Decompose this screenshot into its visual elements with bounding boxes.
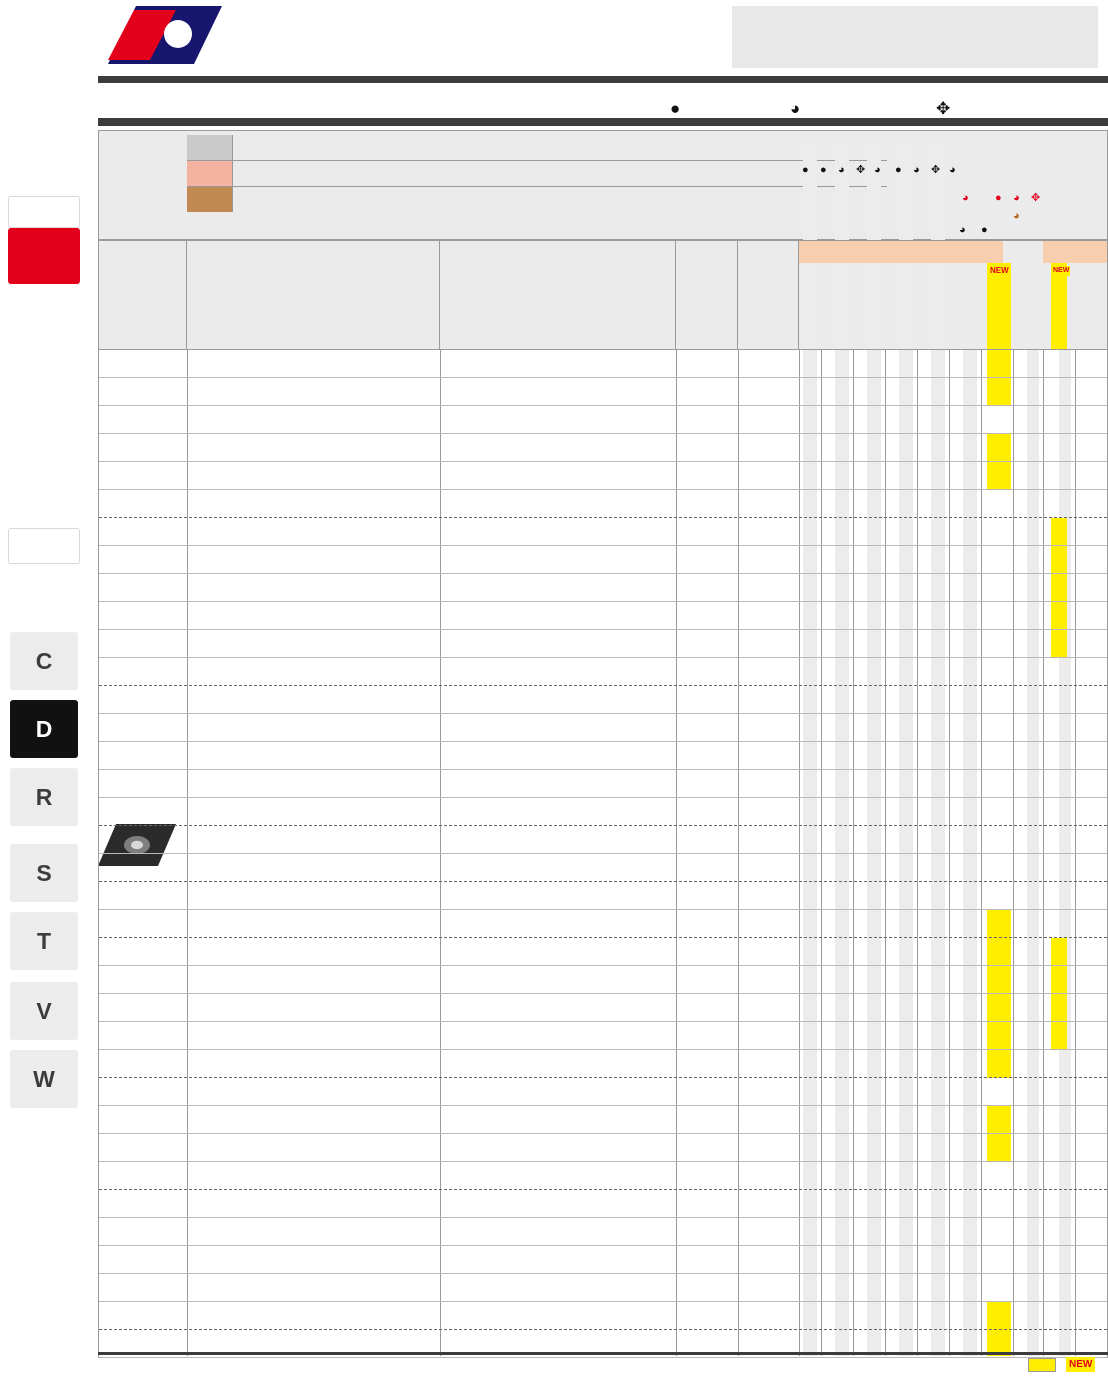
legend-row-2 bbox=[187, 161, 887, 187]
footer-legend bbox=[98, 1356, 1108, 1380]
table-row[interactable] bbox=[99, 1022, 1107, 1050]
grade-symbol-half-circle-icon: ◕ bbox=[959, 224, 966, 236]
legend-swatch-brown bbox=[187, 187, 233, 212]
legend-row-3 bbox=[187, 187, 887, 213]
grade-symbol-filled-circle-icon: ● bbox=[802, 164, 809, 176]
shape-d-label: D bbox=[35, 715, 53, 742]
header-cell-s bbox=[738, 241, 799, 349]
table-body bbox=[98, 350, 1108, 1358]
sidebar-item-shape-r[interactable] bbox=[10, 768, 78, 826]
table-row[interactable] bbox=[99, 1134, 1107, 1162]
column-band-1 bbox=[803, 143, 817, 251]
grade-symbol-half-circle-icon: ◕ bbox=[874, 164, 881, 176]
column-band-5 bbox=[931, 143, 945, 251]
group-header-band-1 bbox=[799, 241, 885, 263]
table-row[interactable] bbox=[99, 966, 1107, 994]
legend-swatch-pink bbox=[187, 161, 233, 186]
rail-tab-blank-top[interactable] bbox=[8, 196, 80, 228]
shape-r-label: R bbox=[35, 783, 53, 810]
column-band-3 bbox=[867, 143, 881, 251]
table-row[interactable] bbox=[99, 1302, 1107, 1330]
symbol-half-circle-icon: ◕ bbox=[790, 99, 801, 118]
header-illustration-panel bbox=[732, 6, 1098, 68]
header-cell-dimensions bbox=[440, 241, 676, 349]
page-header bbox=[98, 0, 1108, 86]
header-divider bbox=[98, 76, 1108, 83]
table-row[interactable] bbox=[99, 910, 1107, 938]
table-row[interactable] bbox=[99, 574, 1107, 602]
table-row[interactable] bbox=[99, 714, 1107, 742]
grade-symbol-red-star-icon: ✥ bbox=[1031, 192, 1041, 204]
symbol-star-icon: ✥ bbox=[936, 99, 951, 118]
shape-t-label: T bbox=[36, 927, 52, 954]
table-row[interactable] bbox=[99, 518, 1107, 546]
table-row[interactable] bbox=[99, 546, 1107, 574]
grade-symbol-red-half-circle-icon: ◕ bbox=[1013, 192, 1020, 204]
table-row[interactable] bbox=[99, 882, 1107, 910]
table-row[interactable] bbox=[99, 826, 1107, 854]
table-row[interactable] bbox=[99, 406, 1107, 434]
table-row[interactable] bbox=[99, 938, 1107, 966]
top-symbol-row bbox=[658, 100, 1108, 122]
sidebar-item-shape-s[interactable] bbox=[10, 844, 78, 902]
footer-new-badge: NEW bbox=[1066, 1357, 1095, 1372]
table-row[interactable] bbox=[99, 378, 1107, 406]
table-header bbox=[98, 240, 1108, 350]
new-badge-2: NEW bbox=[1053, 267, 1070, 274]
header-column-band-1 bbox=[803, 263, 817, 349]
shape-c-label: C bbox=[35, 647, 53, 674]
grade-symbol-half-circle-icon: ◕ bbox=[838, 164, 845, 176]
header-column-band-3 bbox=[867, 263, 881, 349]
grade-symbol-star-icon: ✥ bbox=[931, 164, 941, 176]
symbol-filled-circle-icon: ● bbox=[670, 99, 681, 118]
legend-row-1 bbox=[187, 135, 887, 161]
header-column-band-5 bbox=[931, 263, 945, 349]
table-row[interactable] bbox=[99, 854, 1107, 882]
rail-tab-active-section[interactable] bbox=[8, 228, 80, 284]
sidebar-item-shape-d[interactable] bbox=[10, 700, 78, 758]
grade-symbol-filled-circle-icon: ● bbox=[895, 164, 902, 176]
left-navigation-rail bbox=[0, 0, 98, 1383]
column-band-2 bbox=[835, 143, 849, 251]
table-row[interactable] bbox=[99, 1050, 1107, 1078]
table-row[interactable] bbox=[99, 1106, 1107, 1134]
table-row[interactable] bbox=[99, 994, 1107, 1022]
rail-tab-blank-mid[interactable] bbox=[8, 528, 80, 564]
table-row[interactable] bbox=[99, 1078, 1107, 1106]
header-column-band-4 bbox=[899, 263, 913, 349]
table-row[interactable] bbox=[99, 1274, 1107, 1302]
legend-block bbox=[98, 130, 1108, 240]
legend-swatch-gray bbox=[187, 135, 233, 160]
table-row[interactable] bbox=[99, 1218, 1107, 1246]
brand-logo-icon bbox=[106, 4, 224, 66]
shape-v-label: V bbox=[36, 997, 52, 1024]
table-row[interactable] bbox=[99, 686, 1107, 714]
grade-symbol-half-circle-icon: ◕ bbox=[913, 164, 920, 176]
grade-symbol-filled-circle-icon: ● bbox=[820, 164, 827, 176]
table-row[interactable] bbox=[99, 798, 1107, 826]
grade-symbol-half-circle-icon: ◕ bbox=[949, 164, 956, 176]
new-badge-1: NEW bbox=[990, 266, 1009, 275]
sidebar-item-shape-w[interactable] bbox=[10, 1050, 78, 1108]
grade-symbol-filled-circle-icon: ● bbox=[981, 224, 988, 236]
table-row[interactable] bbox=[99, 1246, 1107, 1274]
table-row[interactable] bbox=[99, 602, 1107, 630]
grade-column-symbol-matrix bbox=[799, 143, 1059, 253]
shape-s-label: S bbox=[36, 859, 52, 886]
table-row[interactable] bbox=[99, 770, 1107, 798]
table-row[interactable] bbox=[99, 1190, 1107, 1218]
table-row[interactable] bbox=[99, 742, 1107, 770]
header-column-band-2 bbox=[835, 263, 849, 349]
grade-symbol-red-filled-circle-icon: ● bbox=[995, 192, 1002, 204]
header-cell-shape bbox=[99, 241, 187, 349]
table-row[interactable] bbox=[99, 462, 1107, 490]
table-row[interactable] bbox=[99, 350, 1107, 378]
shape-w-label: W bbox=[33, 1065, 55, 1092]
header-cell-designation bbox=[187, 241, 440, 349]
product-table-sheet bbox=[98, 99, 1108, 1358]
table-row[interactable] bbox=[99, 434, 1107, 462]
column-band-4 bbox=[899, 143, 913, 251]
sidebar-item-shape-v[interactable] bbox=[10, 982, 78, 1040]
grade-symbol-star-icon: ✥ bbox=[856, 164, 866, 176]
table-row[interactable] bbox=[99, 658, 1107, 686]
sidebar-item-shape-c[interactable] bbox=[10, 632, 78, 690]
table-row[interactable] bbox=[99, 490, 1107, 518]
header-cell-d1 bbox=[676, 241, 738, 349]
table-row[interactable] bbox=[99, 1162, 1107, 1190]
group-header-band-3 bbox=[1043, 241, 1107, 263]
table-row[interactable] bbox=[99, 630, 1107, 658]
sidebar-item-shape-t[interactable] bbox=[10, 912, 78, 970]
table-bottom-rule bbox=[98, 1352, 1108, 1355]
grade-symbol-brown-half-circle-icon: ◕ bbox=[1013, 210, 1020, 222]
footer-highlight-swatch bbox=[1028, 1358, 1056, 1372]
group-header-band-2 bbox=[885, 241, 1003, 263]
grade-symbol-red-half-circle-icon: ◕ bbox=[962, 192, 969, 204]
